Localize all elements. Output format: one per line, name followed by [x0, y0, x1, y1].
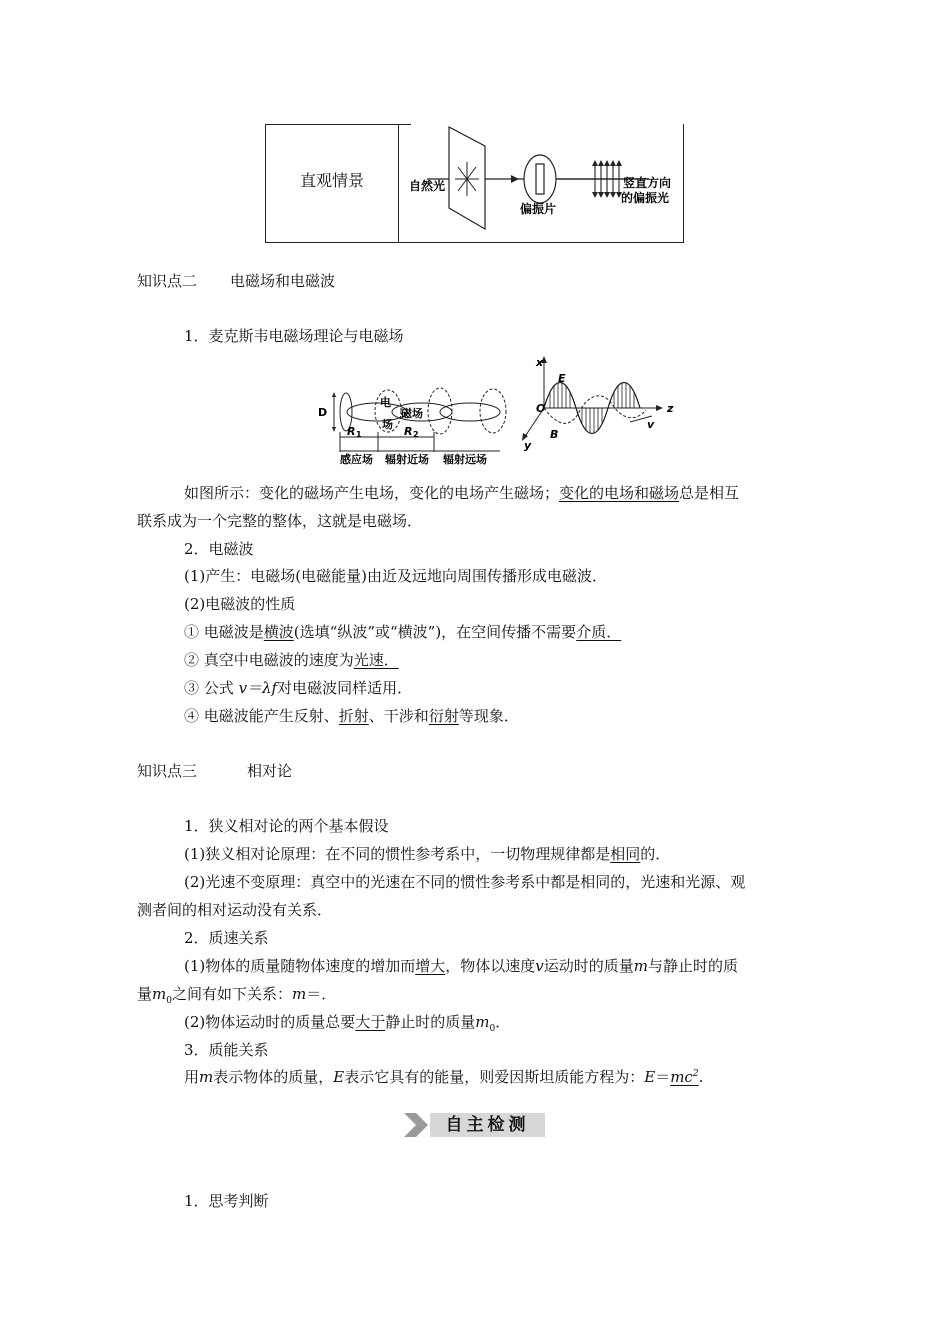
mass-velocity-line1: (1)物体的质量随物体速度的增加而增大，物体以速度v运动时的质量m与静止时的质	[184, 957, 739, 975]
label-magnetic: 磁场	[401, 407, 423, 420]
mass-velocity-line2: 量$m_0$之间有如下关系：m＝．	[137, 985, 337, 1006]
axis-y: y	[524, 439, 532, 452]
answer-same: 相同	[610, 845, 641, 863]
section3-item2: 2．质速关系	[184, 929, 269, 947]
zone-near: 辐射近场	[385, 453, 429, 466]
section3-heading: 相对论	[247, 762, 293, 780]
answer-mc2: $mc^2$	[670, 1068, 699, 1086]
table-top-border	[265, 124, 411, 125]
label-electric-2: 场	[382, 418, 393, 431]
wave-formula: v＝λf	[238, 679, 278, 697]
answer-refraction: 折射	[338, 707, 369, 725]
property-2: ② 真空中电磁波的速度为光速．	[184, 651, 399, 669]
vertical-light-label-2: 的偏振光	[621, 191, 670, 205]
light-speed-principle-line1: (2)光速不变原理：真空中的光速在不同的惯性参考系中都是相同的，光速和光源、观	[184, 873, 746, 891]
answer-greater: 大于	[355, 1013, 386, 1031]
natural-light-arrows-icon	[455, 162, 479, 196]
section3-title	[137, 760, 292, 781]
banner-arrow-icon	[402, 1111, 432, 1139]
self-check-banner	[402, 1111, 549, 1139]
label-O: O	[536, 402, 546, 415]
light-speed-principle-line2: 测者间的相对运动没有关系．	[137, 901, 333, 919]
property-4: ④ 电磁波能产生反射、折射、干涉和衍射等现象．	[184, 707, 519, 725]
label-electric-1: 电	[380, 396, 391, 409]
label-R1: R	[347, 425, 356, 438]
label-D: D	[318, 406, 328, 419]
section2-number: 知识点二	[137, 272, 198, 290]
label-R2-sub: 2	[413, 430, 419, 439]
polarizer-table	[265, 124, 684, 243]
section2-para1-line1: 如图所示：变化的磁场产生电场，变化的电场产生磁场；变化的电场和磁场总是相互	[184, 484, 740, 502]
label-R2: R	[404, 425, 413, 438]
property-1: ① 电磁波是横波(选填“纵波”或“横波”)，在空间传播不需要介质．	[184, 623, 622, 641]
field-loop-6	[480, 389, 506, 433]
zone-far: 辐射远场	[443, 453, 487, 466]
em-wave-properties: (2)电磁波的性质	[184, 595, 296, 613]
axis-x: x	[536, 356, 544, 369]
mass-energy-relation: 用m表示物体的质量，E表示它具有的能量，则爱因斯坦质能方程为：$E=mc^2$.	[184, 1068, 704, 1086]
property-3: ③ 公式 v＝λf对电磁波同样适用．	[184, 679, 413, 697]
polarizer-slit	[536, 164, 544, 194]
answer-diffraction: 衍射	[428, 707, 459, 725]
axis-z: z	[667, 402, 674, 415]
polarizer-label: 偏振片	[520, 202, 557, 216]
section2-item1: 1．麦克斯韦电磁场理论与电磁场	[184, 327, 404, 345]
section4-item1: 1．思考判断	[184, 1192, 269, 1210]
em-field-figure	[310, 354, 690, 466]
label-B: B	[550, 428, 559, 441]
answer-increase: 增大	[415, 957, 446, 975]
arrow-head-1	[511, 175, 519, 183]
table-label: 直观情景	[300, 171, 365, 190]
relativity-principle: (1)狭义相对论原理：在不同的惯性参考系中，一切物理规律都是相同的．	[184, 845, 671, 863]
label-v: v	[647, 418, 655, 431]
section2-para1-line2: 联系成为一个完整的整体，这就是电磁场．	[137, 512, 423, 530]
field-loop-5	[440, 403, 500, 421]
section2-item2: 2．电磁波	[184, 540, 254, 558]
section3-item3: 3．质能关系	[184, 1041, 269, 1059]
answer-transverse: 横波	[263, 623, 294, 641]
polarizer-diagram	[399, 124, 684, 242]
banner-title: 自主检测	[430, 1113, 545, 1137]
underline-em-field: 变化的电场和磁场	[559, 484, 680, 502]
section3-item1: 1．狭义相对论的两个基本假设	[184, 817, 389, 835]
section2-title	[137, 270, 335, 291]
section3-number: 知识点三	[137, 762, 198, 780]
answer-light-speed: 光速．	[353, 651, 399, 669]
magnetic-wave	[544, 396, 646, 424]
em-wave-generation: (1)产生：电磁场(电磁能量)由近及远地向周围传播形成电磁波．	[184, 567, 607, 585]
answer-medium: 介质．	[576, 623, 622, 641]
zone-induction: 感应场	[340, 453, 373, 466]
section2-heading: 电磁场和电磁波	[230, 272, 336, 290]
label-R1-sub: 1	[356, 430, 362, 439]
field-loop-1	[347, 403, 407, 421]
label-E: E	[558, 372, 566, 385]
natural-light-label: 自然光	[409, 179, 446, 193]
vertical-light-label-1: 竖直方向	[623, 176, 672, 190]
mass-velocity-2: (2)物体运动时的质量总要大于静止时的质量$m_0$．	[184, 1013, 511, 1034]
